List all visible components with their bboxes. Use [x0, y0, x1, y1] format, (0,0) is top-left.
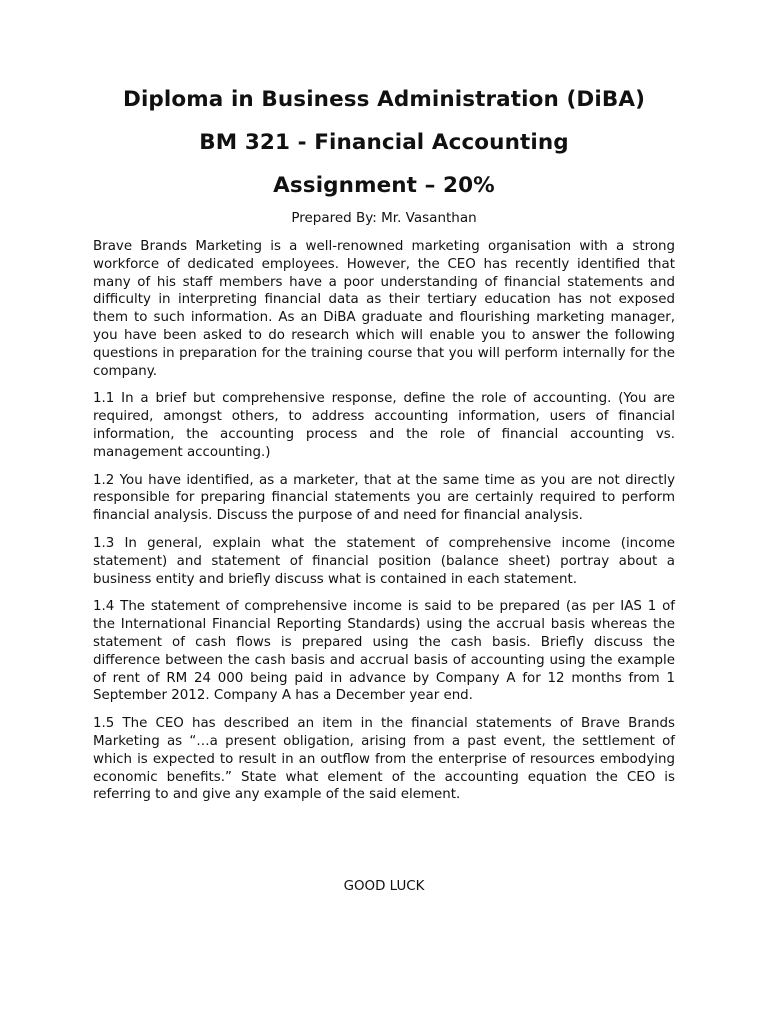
question-1-1: 1.1 In a brief but comprehensive response, define the role of accounting. (You are required, amongst others, to address accounting information, users of financial information, the accounting process and the role of financial accounting vs. management accounting.) — [93, 391, 675, 460]
assignment-title: Assignment – 20% — [273, 173, 495, 198]
document-title: Diploma in Business Administration (DiBA) — [123, 87, 645, 112]
question-1-4: 1.4 The statement of comprehensive income is said to be prepared (as per IAS 1 of the International Financial Reporting Standards) using the accrual basis whereas the statement of cash flows is prepared using the cash basis. Briefly discuss the difference between the cash basis and accrual basis of accounting using the example of rent of RM 24 000 being paid in advance by Company A for 12 months from 1 September 2012. Company A has a December year end. — [93, 599, 675, 704]
question-1-2: 1.2 You have identified, as a marketer, that at the same time as you are not directly responsible for preparing financial statements you are certainly required to perform financial analysis. Discuss the purpose of and need for financial analysis. — [93, 472, 675, 524]
intro-paragraph: Brave Brands Marketing is a well-renowned marketing organisation with a strong workforce of dedicated employees. However, the CEO has recently identified that many of his staff members have a poor understanding of financial statements and difficulty in interpreting financial data as their tertiary education has not exposed them to such information. As an DiBA graduate and flourishing marketing manager, you have been asked to do research which will enable you to answer the following questions in preparation for the training course that you will perform internally for the company. — [93, 239, 675, 379]
prepared-by: Prepared By: Mr. Vasanthan — [291, 210, 477, 226]
closing-text: GOOD LUCK — [343, 879, 425, 894]
document-content — [93, 84, 675, 804]
question-1-3: 1.3 In general, explain what the statement of comprehensive income (income statement) and statement of financial position (balance sheet) portray about a business entity and briefly discuss what is contained in each statement. — [93, 535, 675, 587]
question-1-5: 1.5 The CEO has described an item in the financial statements of Brave Brands Marketing as “…a present obligation, arising from a past event, the settlement of which is expected to result in an outflow from the enterprise of resources embodying economic benefits.” State what element of the accounting equation the CEO is referring to and give any example of the said element. — [93, 716, 675, 803]
course-title: BM 321 - Financial Accounting — [199, 130, 569, 155]
